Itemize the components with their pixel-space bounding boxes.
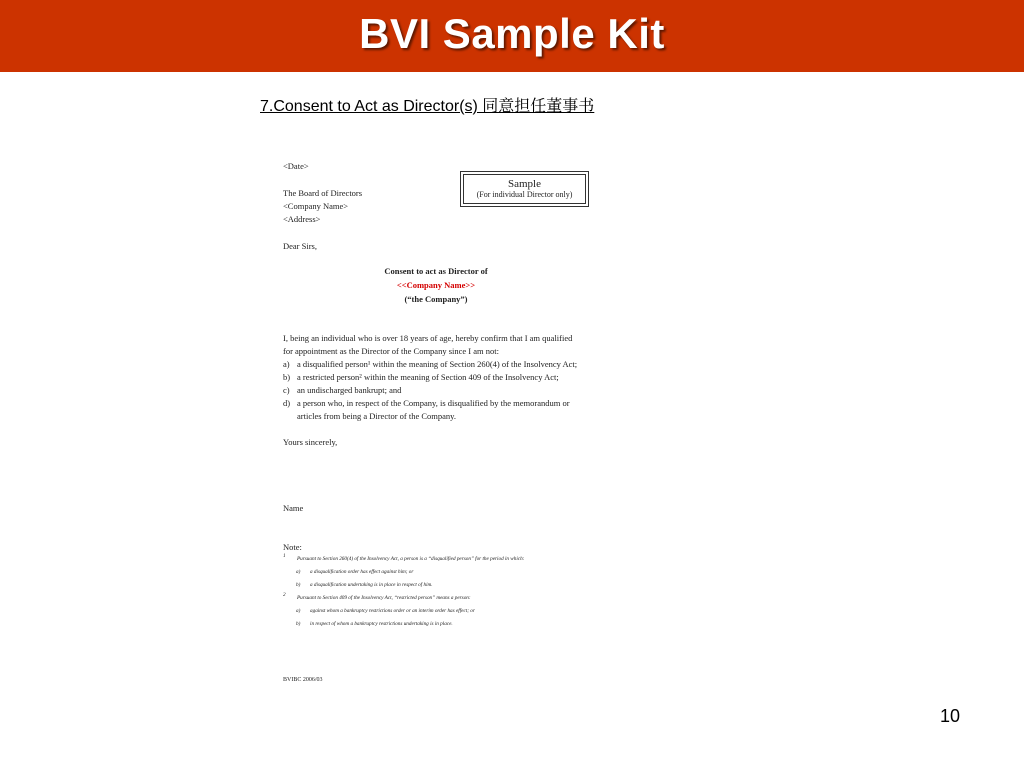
note-marker: b) [296,582,301,588]
addressee-line-1: The Board of Directors [283,188,363,198]
list-item-text: a disqualified person¹ within the meaning of Section 260(4) of the Insolvency Act; [297,359,578,369]
body-line-2: for appointment as the Director of the Company since I am not: [283,346,499,356]
note-marker: a) [296,569,301,575]
consent-heading-line-3: (“the Company”) [404,294,468,304]
addressee-line-3: <Address> [283,214,321,224]
document-footer-code: BVIBC 2006/03 [283,677,323,683]
list-item-text: a restricted person² within the meaning of Section 409 of the Insolvency Act; [297,372,559,382]
note-marker: 2 [283,592,286,598]
list-item-letter: b) [283,372,291,382]
list-item-letter: c) [283,385,290,395]
stamp-title: Sample [508,178,541,190]
body-line-1: I, being an individual who is over 18 years of age, hereby confirm that I am qualified [283,333,573,343]
list-item-letter: d) [283,398,291,408]
list-item-letter: a) [283,359,290,369]
slide-subtitle: 7.Consent to Act as Director(s) 同意担任董事书 [260,98,595,115]
title-bar [0,0,1024,72]
page-number: 10 [940,706,961,726]
note-text: in respect of whom a bankruptcy restrictions undertaking is in place. [310,621,453,627]
list-item-text-continued: articles from being a Director of the Company. [297,411,457,421]
sample-stamp [460,171,589,207]
consent-heading-line-1: Consent to act as Director of [384,266,488,276]
note-marker: 1 [283,553,286,559]
list-item-text: an undischarged bankrupt; and [297,385,402,395]
note-label: Note: [283,542,302,552]
salutation: Dear Sirs, [283,241,317,251]
date-placeholder: <Date> [283,161,309,171]
note-marker: b) [296,621,301,627]
stamp-subtitle: (For individual Director only) [476,190,573,199]
consent-heading-company-name: <<Company Name>> [396,280,476,290]
addressee-line-2: <Company Name> [283,201,349,211]
list-item-text: a person who, in respect of the Company, is disqualified by the memorandum or [297,398,570,408]
note-text: a disqualification undertaking is in place in respect of him. [310,582,433,588]
note-text: Pursuant to Section 260(4) of the Insolvency Act, a person is a “disqualified person” for the period in which: [297,556,525,562]
slide-title: BVI Sample Kit [359,10,665,57]
note-text: Pursuant to Section 409 of the Insolvency Act, “restricted person” means a person: [297,595,471,601]
note-text: a disqualification order has effect against him; or [310,569,414,575]
closing: Yours sincerely, [283,437,338,447]
note-marker: a) [296,608,301,614]
note-text: against whom a bankruptcy restrictions order or an interim order has effect; or [310,608,475,614]
name-label: Name [283,503,304,513]
